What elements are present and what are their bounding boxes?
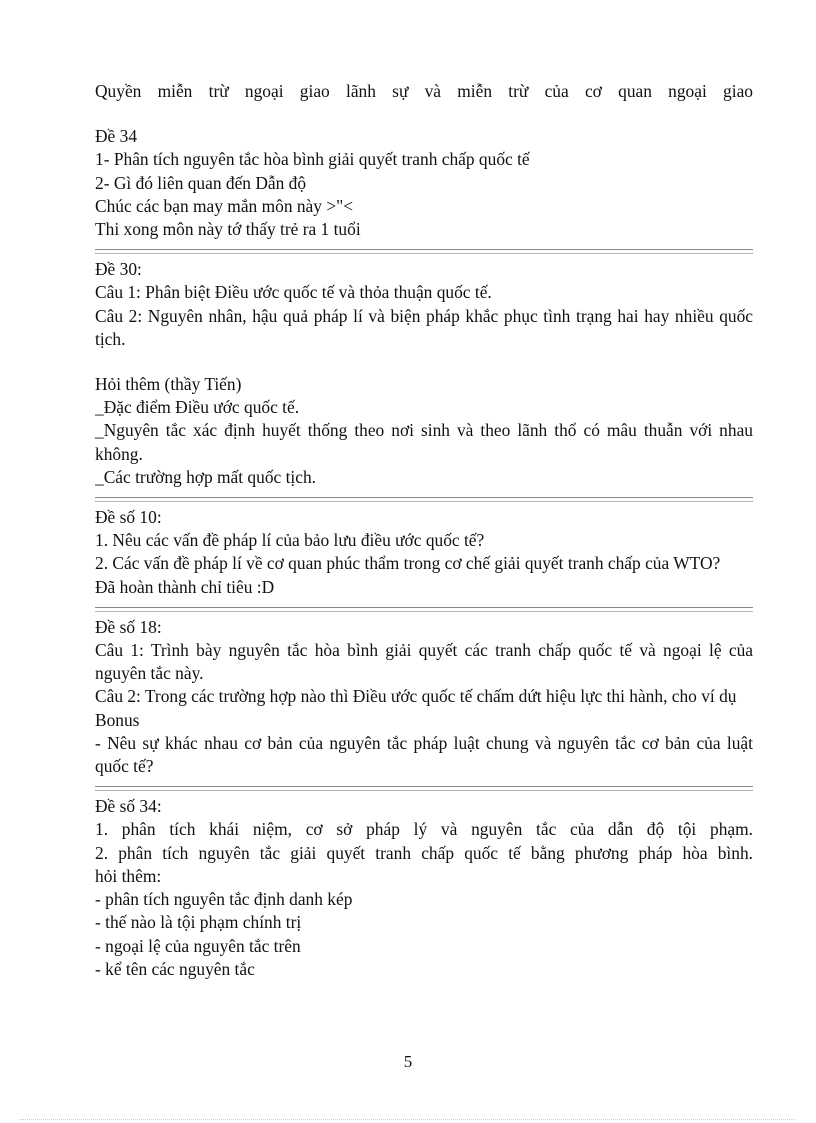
section-de-so-34 — [95, 795, 753, 981]
section-divider — [95, 249, 753, 254]
page-bottom-border — [20, 1119, 796, 1120]
question-1: 1- Phân tích nguyên tắc hòa bình giải quyết tranh chấp quốc tế — [95, 149, 530, 170]
section-de-34 — [95, 125, 753, 241]
question-1: 1. phân tích khái niệm, cơ sở pháp lý và nguyên tắc của dẫn độ tội phạm. — [95, 819, 753, 840]
extra-question: - phân tích nguyên tắc định danh kép — [95, 889, 353, 910]
bonus-question: - Nêu sự khác nhau cơ bản của nguyên tắc pháp luật chung và nguyên tắc cơ bản của luật quốc tế? — [95, 732, 753, 777]
page-number: 5 — [403, 1052, 413, 1071]
note-line: Đã hoàn thành chỉ tiêu :D — [95, 576, 275, 597]
section-title: Đề số 34: — [95, 796, 162, 817]
intro-line: Quyền miễn trừ ngoại giao lãnh sự và miễn trừ của cơ quan ngoại giao — [95, 81, 753, 101]
section-title: Đề 30: — [95, 259, 142, 280]
note-line: Chúc các bạn may mắn môn này >"< — [95, 195, 354, 216]
section-title: Đề số 18: — [95, 616, 162, 637]
extra-question: - ngoại lệ của nguyên tắc trên — [95, 935, 301, 956]
extra-questions-title: hỏi thêm: — [95, 865, 162, 886]
section-divider — [95, 786, 753, 791]
bonus-title: Bonus — [95, 709, 140, 730]
extra-questions-title: Hỏi thêm (thầy Tiến) — [95, 374, 242, 395]
document-body — [95, 80, 753, 981]
section-de-so-18 — [95, 616, 753, 778]
question-2: Câu 2: Trong các trường hợp nào thì Điều ước quốc tế chấm dứt hiệu lực thi hành, cho ví dụ — [95, 686, 737, 707]
extra-question: - thế nào là tội phạm chính trị — [95, 912, 302, 933]
extra-question: _Đặc điểm Điều ước quốc tế. — [95, 397, 300, 418]
question-1: 1. Nêu các vấn đề pháp lí của bảo lưu điều ước quốc tế? — [95, 530, 485, 551]
extra-question: - kể tên các nguyên tắc — [95, 958, 255, 979]
section-divider — [95, 607, 753, 612]
section-divider — [95, 497, 753, 502]
extra-question: _Các trường hợp mất quốc tịch. — [95, 466, 317, 487]
question-1: Câu 1: Phân biệt Điều ước quốc tế và thỏa thuận quốc tế. — [95, 282, 492, 303]
section-title: Đề 34 — [95, 126, 138, 147]
section-title: Đề số 10: — [95, 507, 162, 528]
question-2: 2- Gì đó liên quan đến Dẫn độ — [95, 172, 307, 193]
question-1: Câu 1: Trình bày nguyên tắc hòa bình giải quyết các tranh chấp quốc tế và ngoại lệ của nguyên tắc này. — [95, 640, 753, 684]
section-de-so-10 — [95, 506, 753, 599]
note-line: Thi xong môn này tớ thấy trẻ ra 1 tuổi — [95, 219, 361, 240]
blank-line — [95, 351, 753, 373]
question-2: Câu 2: Nguyên nhân, hậu quả pháp lí và biện pháp khắc phục tình trạng hai hay nhiều quốc tịch. — [95, 305, 753, 349]
question-2: 2. Các vấn đề pháp lí về cơ quan phúc thẩm trong cơ chế giải quyết tranh chấp của WTO? — [95, 553, 721, 574]
question-2: 2. phân tích nguyên tắc giải quyết tranh chấp quốc tế bằng phương pháp hòa bình. — [95, 842, 753, 863]
blank-line — [95, 103, 753, 125]
extra-question: _Nguyên tắc xác định huyết thống theo nơi sinh và theo lãnh thổ có mâu thuẫn với nhau không. — [95, 420, 753, 464]
section-de-30 — [95, 258, 753, 489]
